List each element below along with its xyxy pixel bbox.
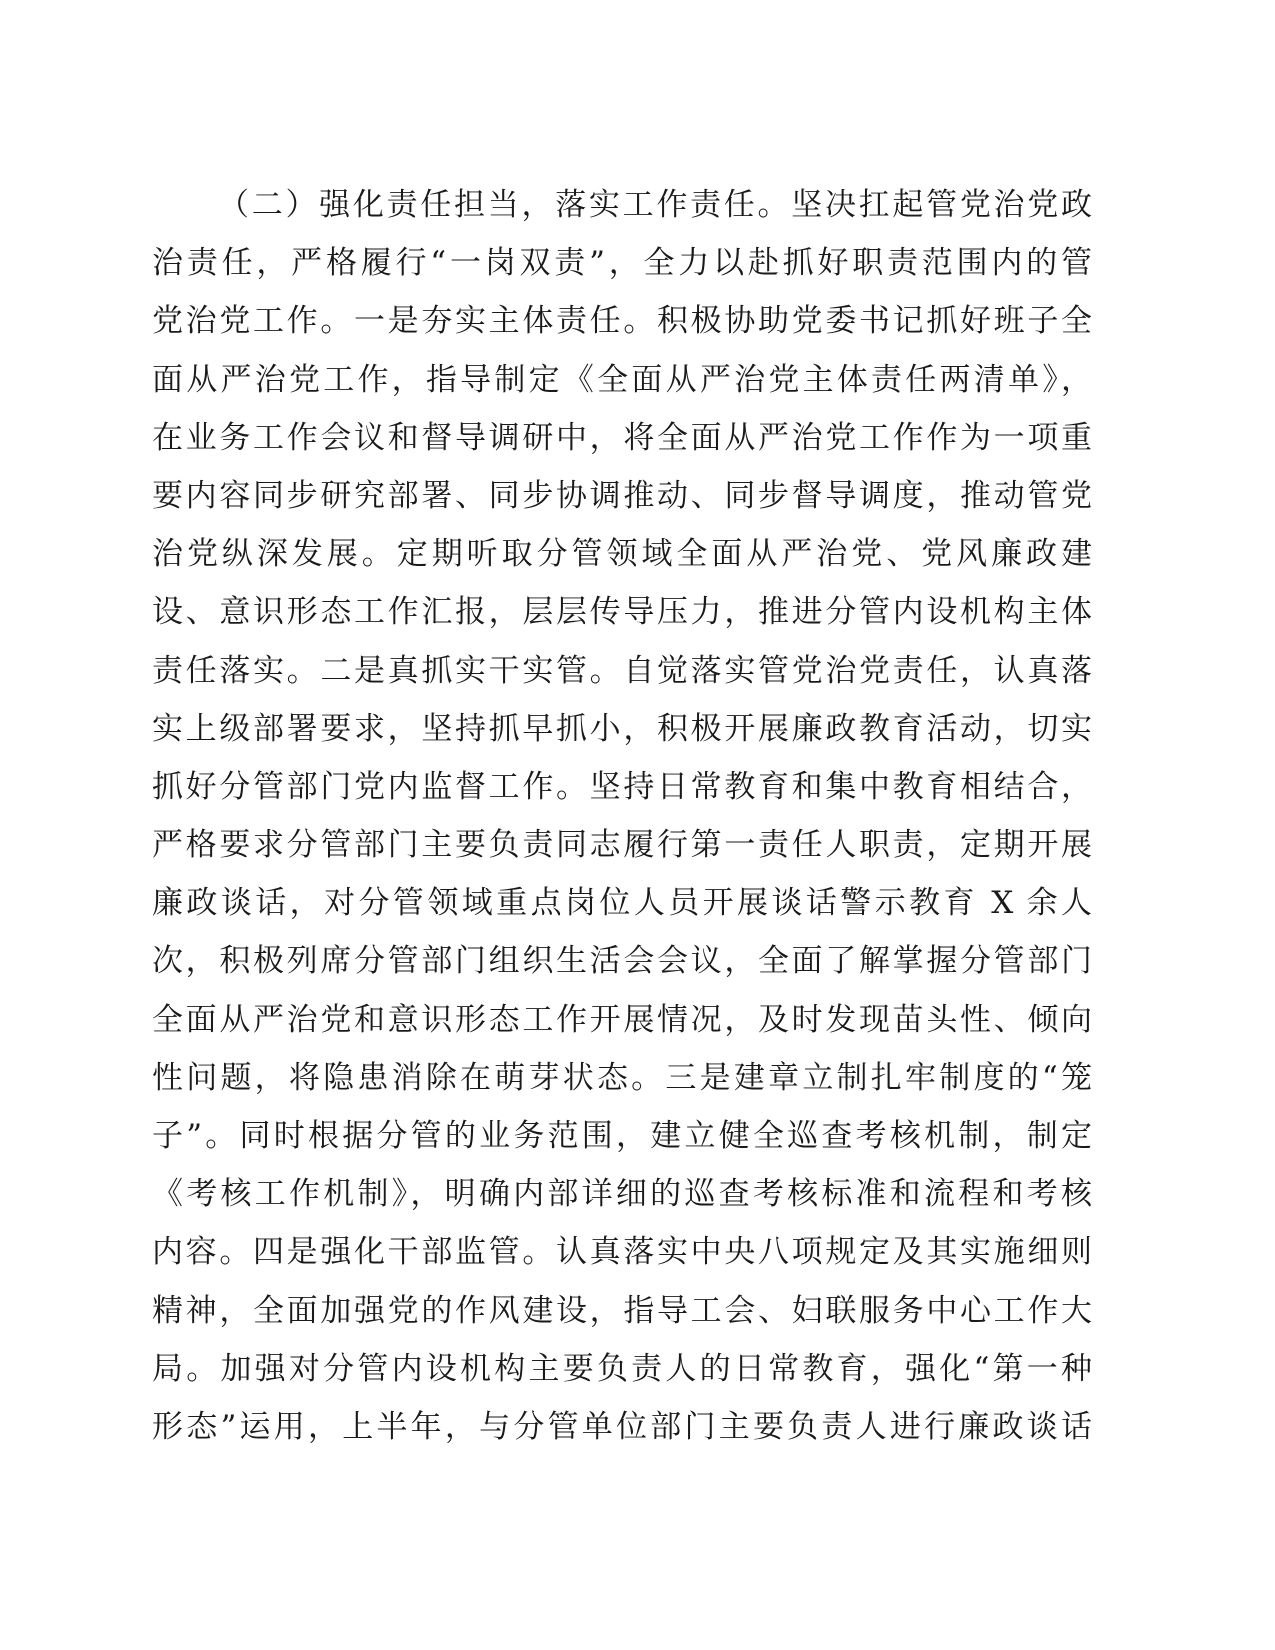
paragraph-line: 性问题，将隐患消除在萌芽状态。三是建章立制扎牢制度的“笼 [152,1059,1092,1096]
paragraph-line: 党治党工作。一是夯实主体责任。积极协助党委书记抓好班子全 [152,303,1092,340]
paragraph-line: 要内容同步研究部署、同步协调推动、同步督导调度，推动管党 [152,477,1092,514]
paragraph-line: 精神，全面加强党的作风建设，指导工会、妇联服务中心工作大 [152,1292,1092,1329]
paragraph-line: 责任落实。二是真抓实干实管。自觉落实管党治党责任，认真落 [152,652,1092,689]
paragraph-line: 廉政谈话，对分管领域重点岗位人员开展谈话警示教育 X 余人 [152,885,1092,922]
paragraph-line: 子”。同时根据分管的业务范围，建立健全巡查考核机制，制定 [152,1118,1092,1154]
body-paragraph [152,176,1092,1456]
paragraph-line: 形态”运用，上半年，与分管单位部门主要负责人进行廉政谈话 [152,1408,1092,1445]
paragraph-line: 次，积极列席分管部门组织生活会会议，全面了解掌握分管部门 [152,943,1092,980]
paragraph-line: （二）强化责任担当，落实工作责任。坚决扛起管党治党政 [218,187,1092,223]
paragraph-line: 在业务工作会议和督导调研中，将全面从严治党工作作为一项重 [152,419,1092,456]
paragraph-line: 治责任，严格履行“一岗双责”，全力以赴抓好职责范围内的管 [152,245,1092,282]
paragraph-line: 治党纵深发展。定期听取分管领域全面从严治党、党风廉政建 [152,536,1092,573]
paragraph-line: 《考核工作机制》，明确内部详细的巡查考核标准和流程和考核 [152,1176,1092,1213]
paragraph-line: 面从严治党工作，指导制定《全面从严治党主体责任两清单》， [152,361,1092,398]
paragraph-line: 局。加强对分管内设机构主要负责人的日常教育，强化“第一种 [152,1350,1092,1387]
paragraph-line: 设、意识形态工作汇报，层层传导压力，推进分管内设机构主体 [152,594,1092,631]
paragraph-line: 实上级部署要求，坚持抓早抓小，积极开展廉政教育活动，切实 [152,710,1092,747]
paragraph-line: 内容。四是强化干部监管。认真落实中央八项规定及其实施细则 [152,1234,1092,1271]
paragraph-line: 严格要求分管部门主要负责同志履行第一责任人职责，定期开展 [152,827,1092,864]
paragraph-line: 抓好分管部门党内监督工作。坚持日常教育和集中教育相结合， [152,768,1092,805]
paragraph-line: 全面从严治党和意识形态工作开展情况，及时发现苗头性、倾向 [152,1001,1092,1038]
